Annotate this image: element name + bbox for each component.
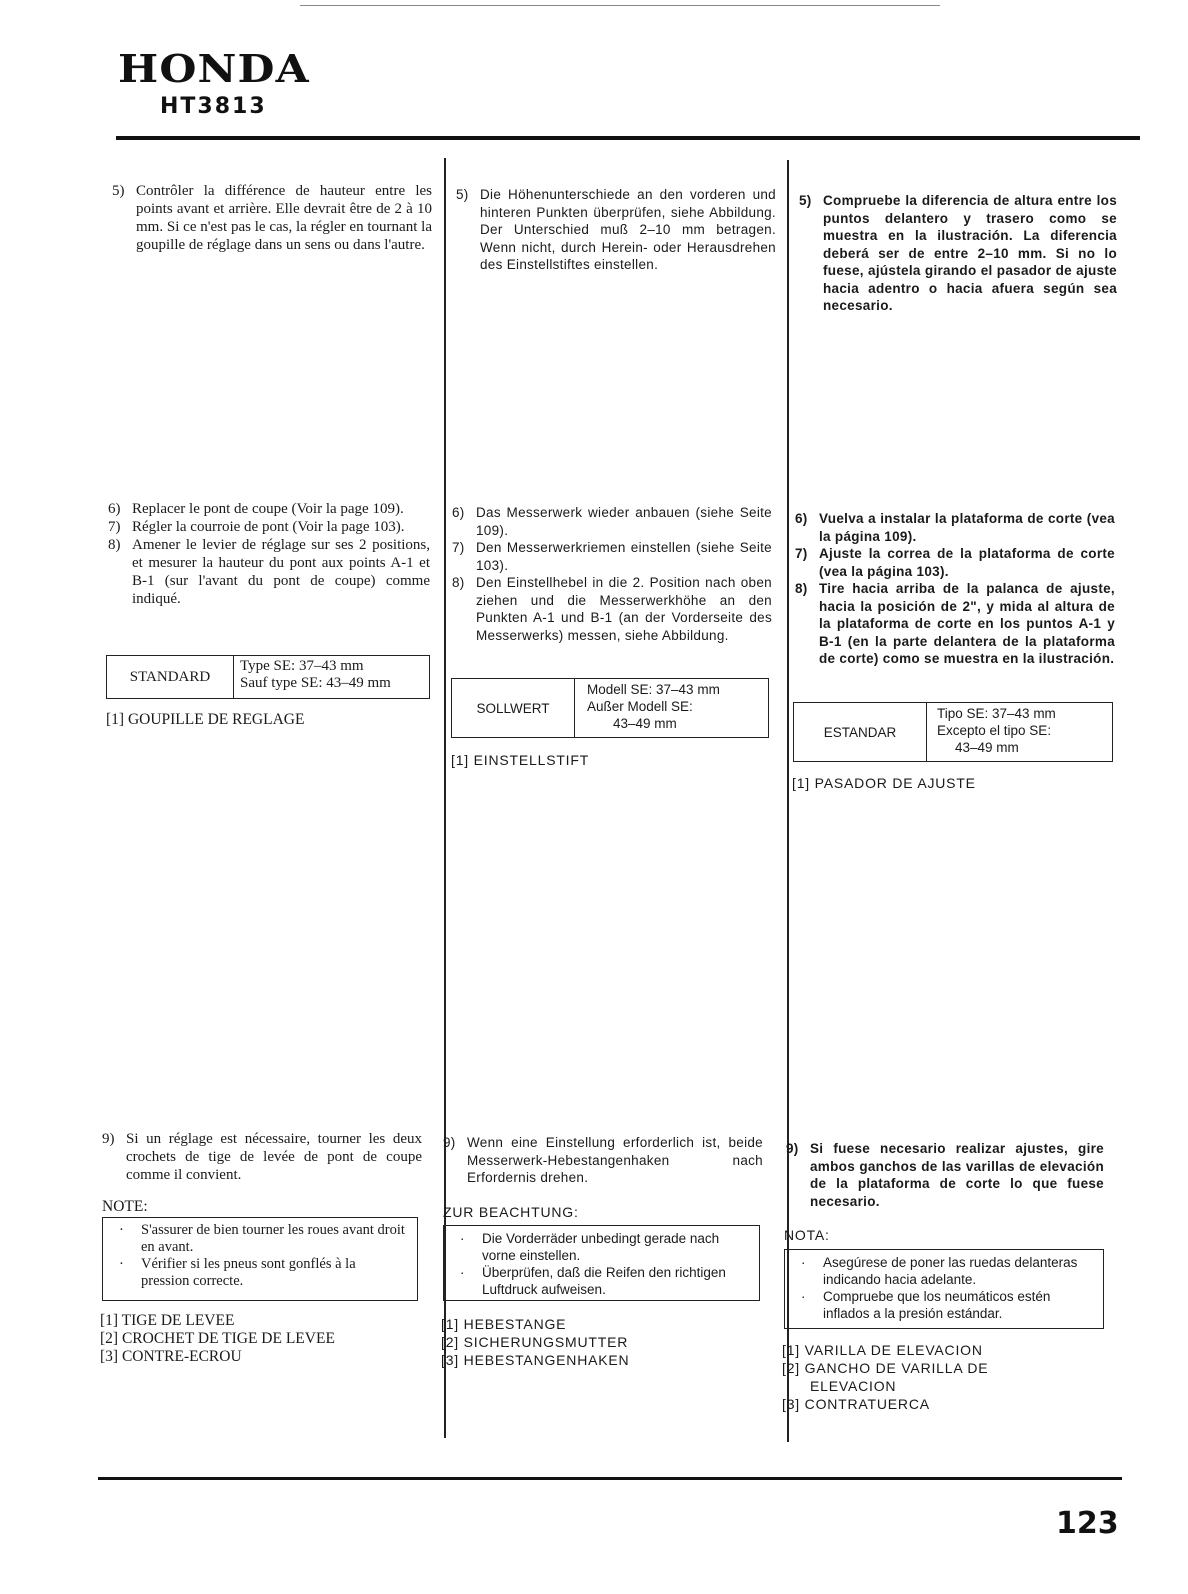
fr-step-9: 9) Si un réglage est nécessaire, tourner les deux crochets de tige de levée de pont de coupe comme il convient. (102, 1131, 422, 1183)
es-labels-bottom: [1] VARILLA DE ELEVACION [2] GANCHO DE VARILLA DE ELEVACION [3] CONTRATUERCA (782, 1342, 989, 1412)
fr-step-7: 7) Régler la courroie de pont (Voir la page 103). (108, 519, 405, 535)
de-note-box (443, 1225, 760, 1301)
footer-rule (98, 1477, 1122, 1480)
fr-step-5: 5) Contrôler la différence de hauteur entre les points avant et arrière. Elle devrait être de 2 à 10 mm. Si ce n'est pas le cas, la régler en tournant la goupille de réglage dans un sens ou dans l'autre. (112, 183, 432, 253)
es-step-9: 9) Si fuese necesario realizar ajustes, gire ambos ganchos de las varillas de elevación de la plataforma de corte lo que fuese necesario. (786, 1141, 1104, 1209)
es-spec-table (793, 702, 1113, 762)
de-note-item-2: · Überprüfen, daß die Reifen den richtigen Luftdruck aufweisen. (460, 1265, 726, 1297)
es-note-item-2: · Compruebe que los neumáticos estén inflados a la presión estándar. (801, 1289, 1051, 1321)
es-step-7: 7) Ajuste la correa de la plataforma de corte (vea la página 103). (795, 546, 1115, 579)
de-spec-key: SOLLWERT (452, 679, 575, 737)
fr-step-8: 8) Amener le levier de réglage sur ses 2 positions, et mesurer la hauteur du pont aux points A-1 et B-1 (sur l'avant du pont de coupe) comme indiqué. (108, 537, 430, 607)
de-spec-table (451, 678, 769, 738)
es-note-box (784, 1249, 1104, 1329)
es-note-item-1: · Asegúrese de poner las ruedas delanteras indicando hacia adelante. (801, 1255, 1078, 1287)
fr-note-item-1: · S'assurer de bien tourner les roues avant droit en avant. (119, 1222, 405, 1255)
fr-note-item-2: · Vérifier si les pneus sont gonflés à la pression correcte. (119, 1256, 356, 1289)
es-steps-6-8 (795, 510, 1115, 668)
brand-logo: HONDA (118, 46, 310, 91)
fr-spec-values: Type SE: 37–43 mm Sauf type SE: 43–49 mm (240, 658, 391, 691)
de-steps-6-8 (452, 504, 772, 644)
page-number: 123 (1056, 1506, 1119, 1541)
de-note-item-1: · Die Vorderräder unbedingt gerade nach vorne einstellen. (460, 1231, 720, 1263)
es-label-1: [1] PASADOR DE AJUSTE (792, 775, 976, 791)
top-rule (300, 5, 940, 6)
es-step-8: 8) Tire hacia arriba de la palanca de ajuste, hacia la posición de 2", y mida al altura de la plataforma de corte en los puntos A-1 y B-1 (en la parte delantera de la plataforma de corte) como se muestra en la ilustración. (795, 581, 1115, 666)
es-step-5: 5) Compruebe la diferencia de altura entre los puntos delantero y trasero como se muestra en la ilustración. La diferencia deberá ser de entre 2–10 mm. Si no lo fuese, ajústela girando el pasador de ajuste hacia adentro o hacia afuera según sea necesario. (799, 193, 1117, 313)
fr-spec-table (106, 655, 430, 699)
fr-spec-key: STANDARD (107, 656, 234, 698)
fr-steps-6-8 (108, 500, 430, 608)
es-step-6: 6) Vuelva a instalar la plataforma de corte (vea la página 109). (795, 511, 1115, 544)
es-spec-values: Tipo SE: 37–43 mm Excepto el tipo SE: 43–49 mm (937, 706, 1056, 755)
es-note-title: NOTA: (784, 1227, 830, 1243)
header-rule (116, 136, 1140, 140)
de-step-9: 9) Wenn eine Einstellung erforderlich ist, beide Messerwerk-Hebestangenhaken nach Erfordernis drehen. (443, 1135, 763, 1185)
es-spec-key: ESTANDAR (794, 703, 927, 761)
de-step-6: 6) Das Messerwerk wieder anbauen (siehe Seite 109). (452, 505, 772, 538)
de-labels-bottom: [1] HEBESTANGE [2] SICHERUNGSMUTTER [3] HEBESTANGENHAKEN (441, 1316, 630, 1368)
de-step-8: 8) Den Einstellhebel in die 2. Position nach oben ziehen und die Messerwerkhöhe an den Punkten A-1 und B-1 (an der Vorderseite des Messerwerks) messen, siehe Abbildung. (452, 575, 772, 643)
de-spec-values: Modell SE: 37–43 mm Außer Modell SE: 43–49 mm (587, 682, 720, 731)
de-step-5: 5) Die Höhenunterschiede an den vorderen und hinteren Punkten überprüfen, siehe Abbildung. Der Unterschied muß 2–10 mm betragen. Wenn nicht, durch Herein- oder Herausdrehen des Einstellstiftes einstellen. (456, 187, 776, 272)
de-note-title: ZUR BEACHTUNG: (443, 1204, 579, 1220)
de-label-1: [1] EINSTELLSTIFT (451, 752, 590, 768)
model-name: HT3813 (160, 94, 267, 119)
fr-label-1: [1] GOUPILLE DE REGLAGE (106, 711, 305, 728)
fr-note-box (102, 1217, 418, 1301)
fr-note-title: NOTE: (102, 1198, 148, 1215)
de-step-7: 7) Den Messerwerkriemen einstellen (siehe Seite 103). (452, 540, 772, 573)
fr-labels-bottom: [1] TIGE DE LEVEE [2] CROCHET DE TIGE DE LEVEE [3] CONTRE-ECROU (100, 1312, 335, 1365)
fr-step-6: 6) Replacer le pont de coupe (Voir la page 109). (108, 501, 404, 517)
